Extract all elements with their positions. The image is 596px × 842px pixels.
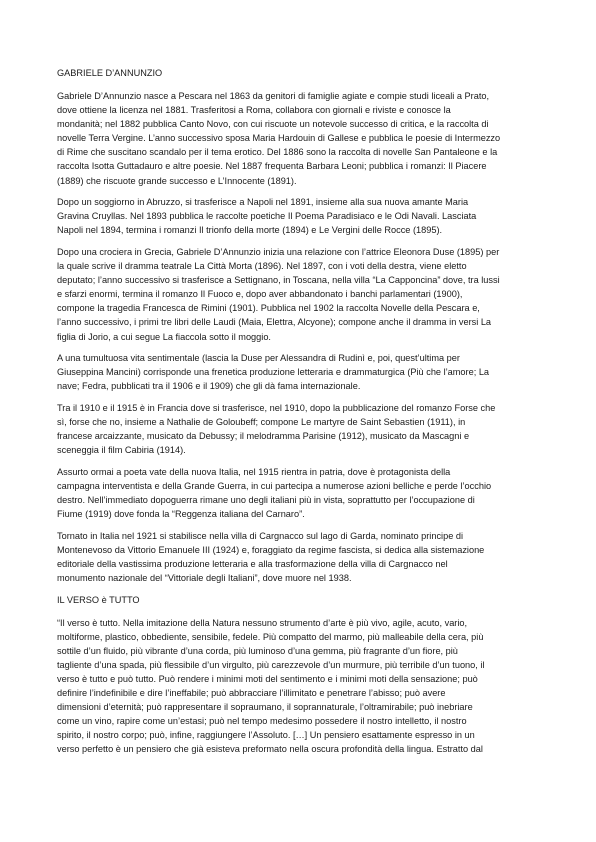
text-line: Montenevoso da Vittorio Emanuele III (1924) e, foraggiato da regime fascista, si dedica alla sistemazione (57, 544, 485, 555)
text-line: Tornato in Italia nel 1921 si stabilisce nella villa di Cargnacco sul lago di Garda, nominato principe di (57, 530, 464, 541)
paragraph (57, 529, 543, 585)
text-line: figlia di Jorio, a cui segue La fiaccola sotto il moggio. (57, 331, 271, 342)
text-line: e sfarzi enormi, termina il romanzo Il Fuoco e, dopo aver abbandonato i banchi parlamentari (1900), (57, 289, 463, 300)
quote-line: sottile d’un fluido, più vibrante d’una corda, più luminoso d’una gemma, più fragrante d’un fiore, più (57, 645, 458, 656)
text-line: dove ottiene la licenza nel 1881. Trasferitosi a Roma, collabora con giornali e riviste e conosce la (57, 105, 451, 116)
paragraph (57, 401, 543, 457)
verse-quote (57, 616, 543, 757)
text-line: (1889) che riscuote grande successo e L’Innocente (1891). (57, 175, 297, 186)
text-line: Tra il 1910 e il 1915 è in Francia dove si trasferisce, nel 1910, dopo la pubblicazione del romanzo Forse che (57, 402, 496, 413)
text-line: Gravina Cruyllas. Nel 1893 pubblica le raccolte poetiche Il Poema Paradisiaco e le Odi Navali. Lasciata (57, 211, 477, 222)
paragraph (57, 351, 543, 393)
paragraph (57, 89, 543, 188)
text-line: novelle Terra Vergine. L’anno successivo sposa Maria Hardouin di Gallese e pubblica le poesie di Intermezzo (57, 133, 501, 144)
document-title: GABRIELE D’ANNUNZIO (57, 68, 163, 78)
text-line: compone la tragedia Francesca de Rimini (1901). Pubblica nel 1902 la raccolta Novelle della Pescara e, (57, 303, 480, 314)
text-line: raccolta Isotta Guttadauro e altre poesie. Nel 1887 frequenta Barbara Leoni; pubblica i romanzi: Il Piacere (57, 161, 487, 172)
text-line: la quale scrive il dramma teatrale La Città Morta (1896). Nel 1897, con i voti della destra, viene eletto (57, 261, 467, 272)
quote-line: verso perfetto è un pensiero che già esisteva preformato nella oscura profondità della lingua. Estratto dal (57, 744, 483, 755)
text-line: Napoli nel 1894, termina i romanzi Il trionfo della morte (1894) e Le Vergini delle Rocce (1895). (57, 225, 443, 236)
text-line: deputato; l’anno successivo si trasferisce a Settignano, in Toscana, nella villa “La Capponcina” dove, tra lussi (57, 275, 500, 286)
paragraph (57, 245, 543, 344)
quote-line: verso è tutto e può tutto. Può rendere i minimi moti del sentimento e i minimi moti della sensazione; può (57, 673, 478, 684)
paragraph (57, 465, 543, 521)
quote-line: tagliente d’una spada, più flessibile d’un virgulto, più carezzevole d’un murmure, più terribile d’un tuono, il (57, 659, 485, 670)
text-line: Dopo una crociera in Grecia, Gabriele D’Annunzio inizia una relazione con l’attrice Eleonora Duse (1895) per (57, 246, 500, 257)
text-line: Dopo un soggiorno in Abruzzo, si trasferisce a Napoli nel 1891, insieme alla sua nuova amante Maria (57, 197, 469, 208)
text-line: sì, forse che no, insieme a Nathalie de Goloubeff; compone Le martyre de Saint Sebastien (1911), in (57, 416, 466, 427)
text-line: monumento nazionale del “Vittoriale degli Italiani”, dove muore nel 1938. (57, 572, 352, 583)
text-line: mondanità; nel 1882 pubblica Canto Novo, con cui riscuote un notevole successo di critica, e la raccolta di (57, 119, 489, 130)
quote-line: moltiforme, plastico, obbediente, sensibile, fedele. Più compatto del marmo, più malleabile della cera, più (57, 631, 484, 642)
section-title: IL VERSO è TUTTO (57, 594, 140, 605)
text-line: Fiume (1919) dove fonda la “Reggenza italiana del Carnaro”. (57, 509, 305, 520)
quote-line: “Il verso è tutto. Nella imitazione della Natura nessuno strumento d’arte è più vivo, agile, acuto, vario, (57, 617, 468, 628)
paragraph (57, 195, 543, 237)
biography-body (57, 89, 543, 585)
quote-line: dimensioni d’eternità; può rappresentare il sopraumano, il soprannaturale, l’oltramirabile; può inebriare (57, 702, 473, 713)
text-line: destro. Nell’immediato dopoguerra rimane uno degli italiani più in vista, soprattutto per l’occupazione di (57, 494, 475, 505)
text-line: editoriale della vastissima produzione letteraria e alla trasformazione della villa di Cargnacco nel (57, 558, 448, 569)
quote-line: come un vino, rapire come un’estasi; può nel tempo medesimo possedere il nostro intelletto, il nostro (57, 716, 467, 727)
text-line: sceneggia il film Cabiria (1914). (57, 445, 186, 456)
text-line: Assurto ormai a poeta vate della nuova Italia, nel 1915 rientra in patria, dove è protagonista della (57, 466, 451, 477)
text-line: Giuseppina Mancini) corrisponde una frenetica produzione letteraria e drammaturgica (Più che l’amore; La (57, 367, 490, 378)
text-line: francese arcaizzante, musicato da Debussy; il melodramma Parisine (1912), musicato da Mascagni e (57, 431, 470, 442)
quote-line: spirito, il nostro corpo; può, infine, raggiungere l’Assoluto. […] Un pensiero esattamente espresso in un (57, 730, 475, 741)
text-line: di Rime che suscitano scandalo per il tema erotico. Del 1886 sono la raccolta di novelle San Pantaleone e la (57, 147, 498, 158)
document-page (57, 66, 543, 764)
text-line: A una tumultuosa vita sentimentale (lascia la Duse per Alessandra di Rudinì e, poi, quest’ultima per (57, 353, 460, 364)
text-line: nave; Fedra, pubblicati tra il 1906 e il 1909) che gli dà fama internazionale. (57, 381, 361, 392)
quote-line: definire l’indefinibile e dire l’ineffabile; può abbracciare l’illimitato e penetrare l’abisso; può avere (57, 687, 446, 698)
text-line: Gabriele D’Annunzio nasce a Pescara nel 1863 da genitori di famiglie agiate e compie studi liceali a Prato, (57, 91, 490, 101)
text-line: campagna interventista e della Grande Guerra, in cui partecipa a numerose azioni belliche e perde l’occhio (57, 480, 492, 491)
text-line: l’anno successivo, i primi tre libri delle Laudi (Maia, Elettra, Alcyone); compone anche il dramma in versi La (57, 317, 492, 328)
